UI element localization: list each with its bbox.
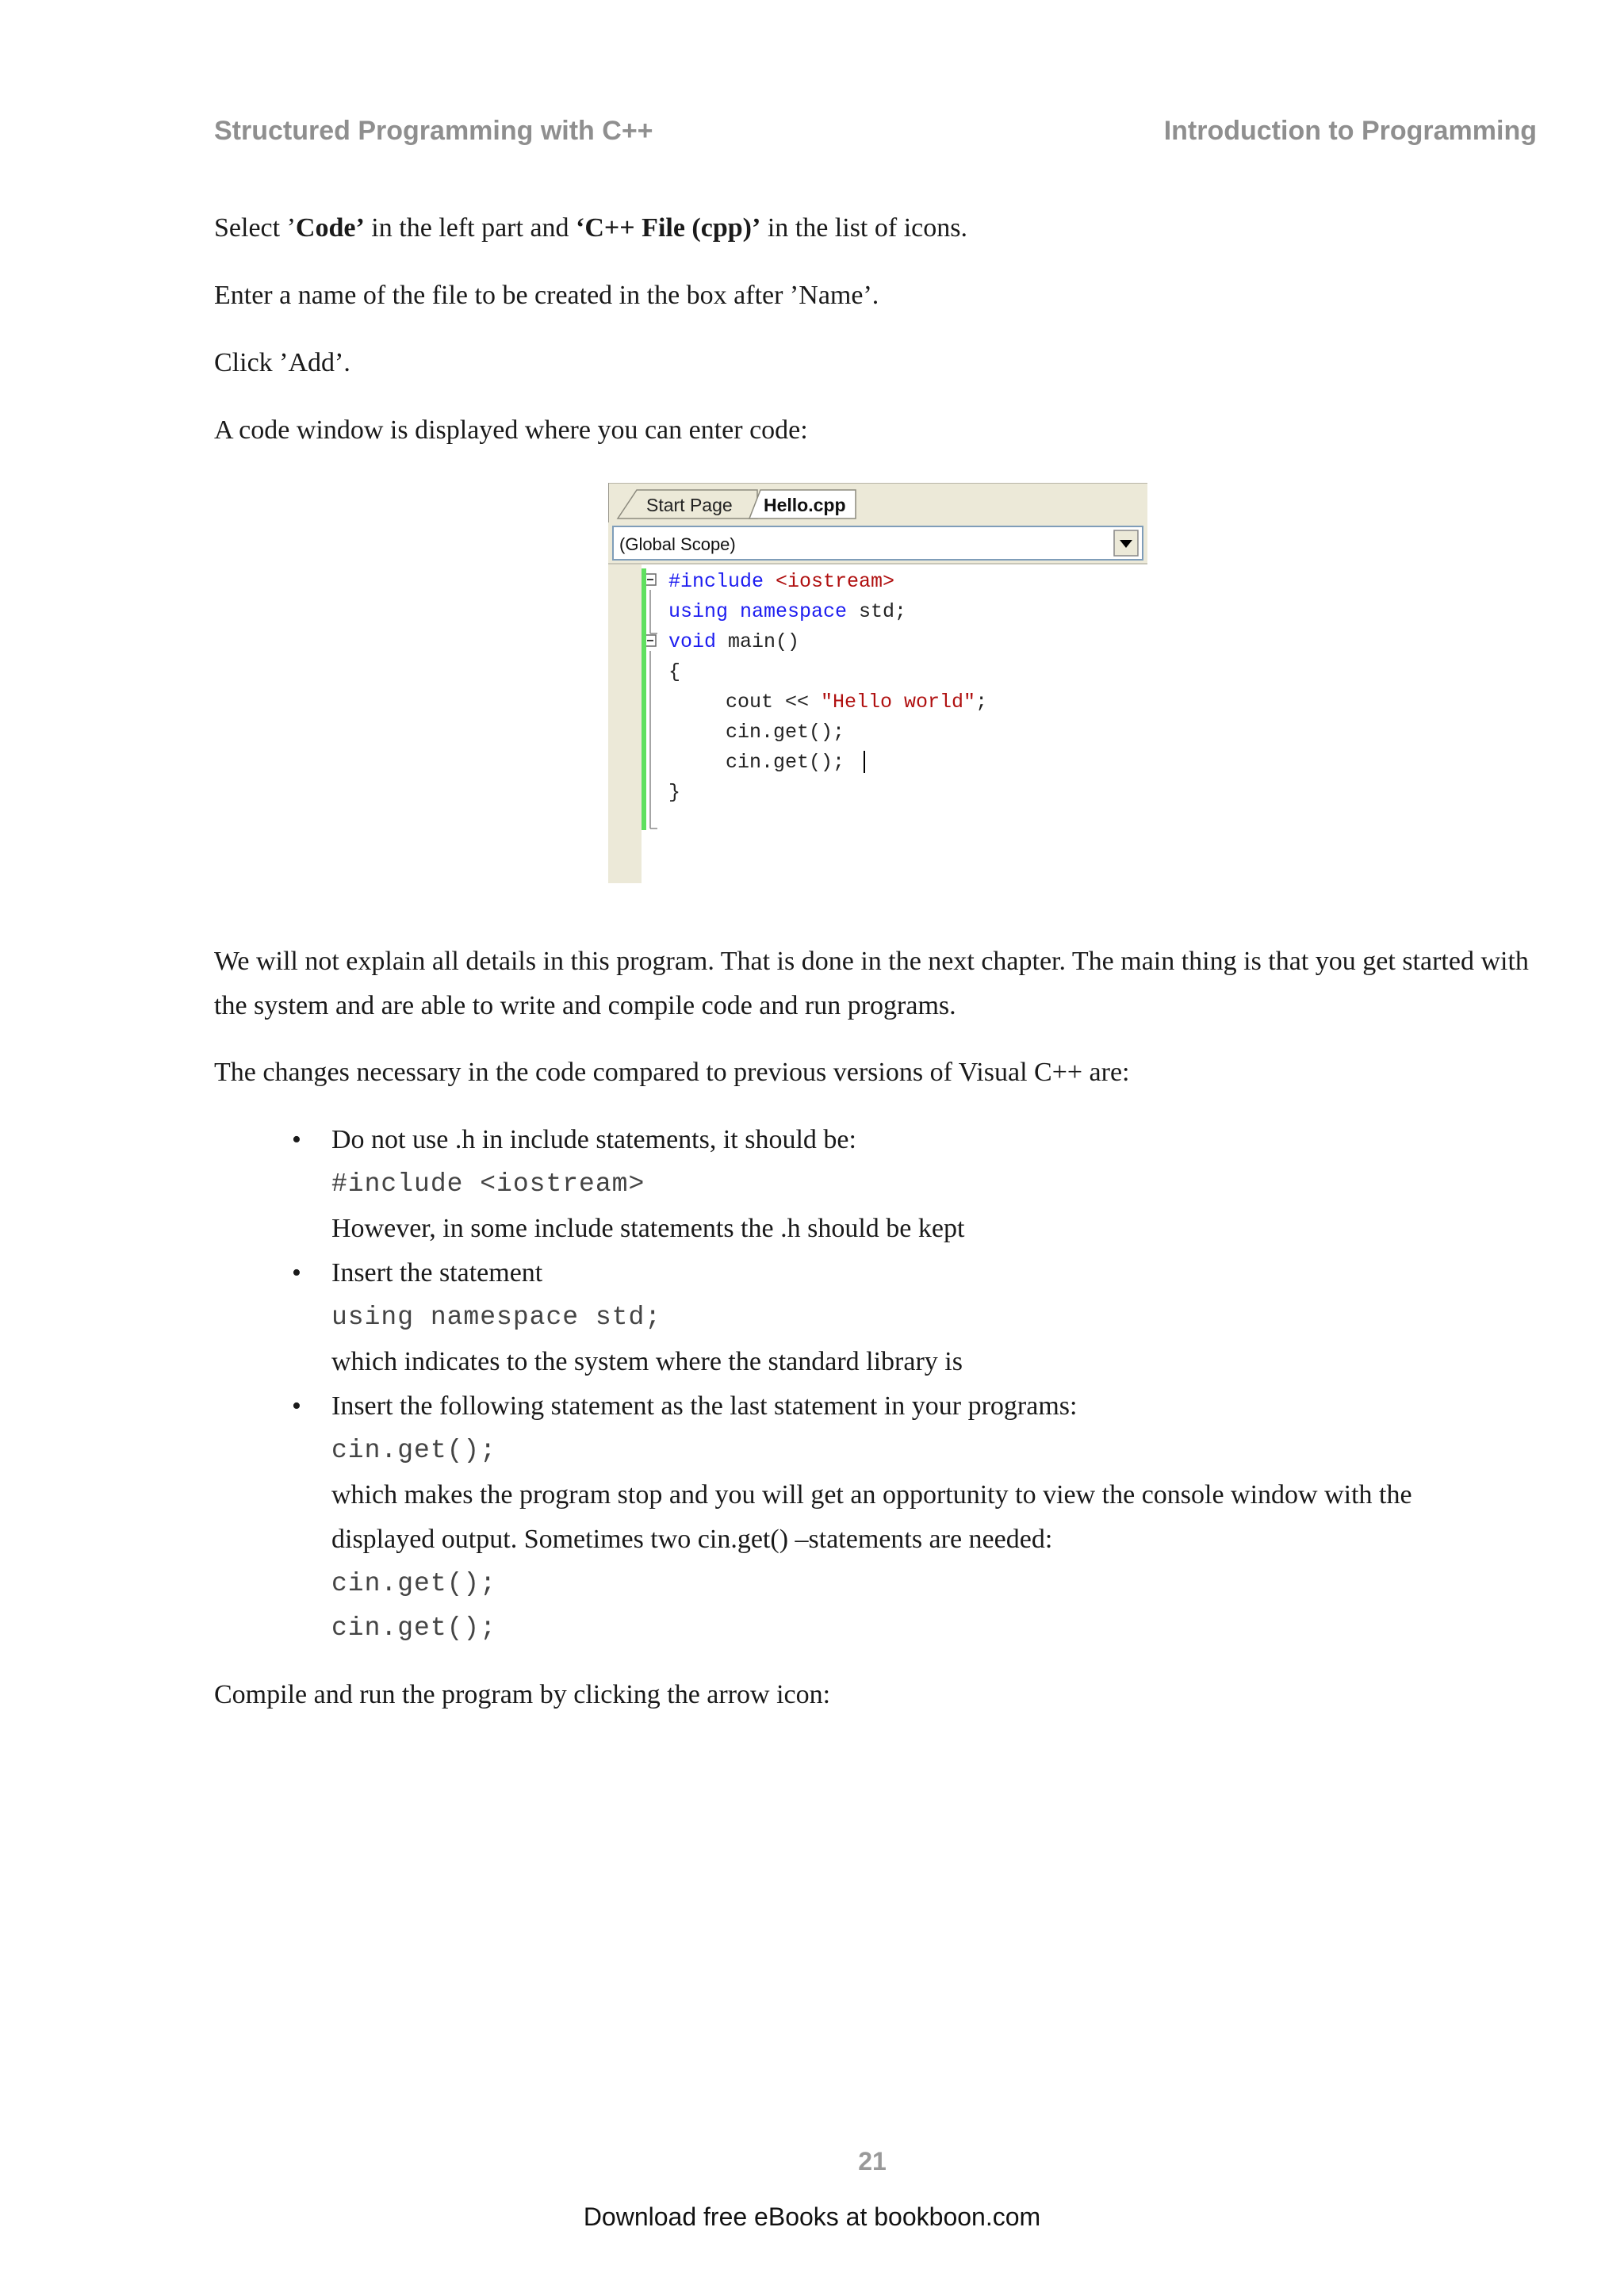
header-chapter-title: Introduction to Programming	[1163, 116, 1537, 146]
paragraph-enter-name: Enter a name of the file to be created in the box after ’Name’.	[214, 281, 879, 310]
code-line-using: using namespace std;	[668, 600, 907, 623]
tab-hello-cpp[interactable]	[749, 490, 856, 519]
paragraph-code-window: A code window is displayed where you can enter code:	[214, 415, 808, 445]
collapse-icon[interactable]	[645, 635, 656, 646]
code-line-cout: cout << "Hello world";	[726, 691, 988, 714]
code-snippet: #include <iostream>	[331, 1169, 645, 1199]
footer-link[interactable]: Download free eBooks at bookboon.com	[583, 2202, 1041, 2231]
paragraph-select-code: Select ’Code’ in the left part and ‘C++ File (cpp)’ in the list of icons.	[214, 213, 967, 243]
changes-list	[214, 1118, 1537, 1651]
tab-start-page[interactable]	[618, 490, 757, 519]
paragraph-changes: The changes necessary in the code compared to previous versions of Visual C++ are:	[214, 1058, 1130, 1087]
bullet-icon: •	[292, 1125, 301, 1154]
bullet-icon: •	[292, 1258, 301, 1288]
code-snippet: cin.get();	[331, 1613, 497, 1643]
collapse-icon[interactable]	[645, 574, 656, 585]
list-item: • Do not use .h in include statements, it should be: #include <iostream> However, in some include statements the .h should be kept	[214, 1118, 1537, 1251]
paragraph-compile-run: Compile and run the program by clicking the arrow icon:	[214, 1680, 831, 1709]
code-snippet: using namespace std;	[331, 1303, 662, 1332]
header-book-title: Structured Programming with C++	[214, 116, 653, 146]
svg-text:Start Page: Start Page	[646, 495, 733, 515]
code-snippet: cin.get();	[331, 1436, 497, 1465]
code-editor-screenshot	[608, 483, 1147, 883]
list-item: • Insert the statement using namespace std; which indicates to the system where the standard library is	[214, 1251, 1537, 1384]
code-snippet: cin.get();	[331, 1569, 497, 1598]
code-line-cin-get: cin.get();	[726, 751, 845, 774]
list-item: • Insert the following statement as the last statement in your programs: cin.get(); which makes the program stop and you will get an opportunity to view the console window with the displayed output. Sometimes two cin.get() –statements are needed: cin.get(); cin.get();	[214, 1384, 1537, 1651]
page-number: 21	[858, 2147, 887, 2175]
running-header	[214, 116, 1537, 155]
dropdown-arrow-icon[interactable]	[1114, 530, 1138, 556]
code-line-close-brace: }	[668, 781, 681, 804]
paragraph-click-add: Click ’Add’.	[214, 348, 350, 377]
paragraph-explanation: We will not explain all details in this program. That is done in the next chapter. The main thing is that you get started with the system and are able to write and compile code and run programs.	[214, 947, 1529, 1020]
bullet-icon: •	[292, 1391, 301, 1421]
svg-text:(Global Scope): (Global Scope)	[619, 534, 736, 554]
code-line-void-main: void main()	[668, 630, 800, 653]
code-line-cin-get: cin.get();	[726, 721, 845, 744]
change-bar	[642, 629, 646, 830]
scope-dropdown[interactable]	[613, 526, 1143, 560]
editor-margin	[608, 564, 642, 883]
code-line-open-brace: {	[668, 660, 681, 683]
code-line-include: #include <iostream>	[668, 570, 895, 593]
svg-text:Hello.cpp: Hello.cpp	[764, 495, 846, 515]
